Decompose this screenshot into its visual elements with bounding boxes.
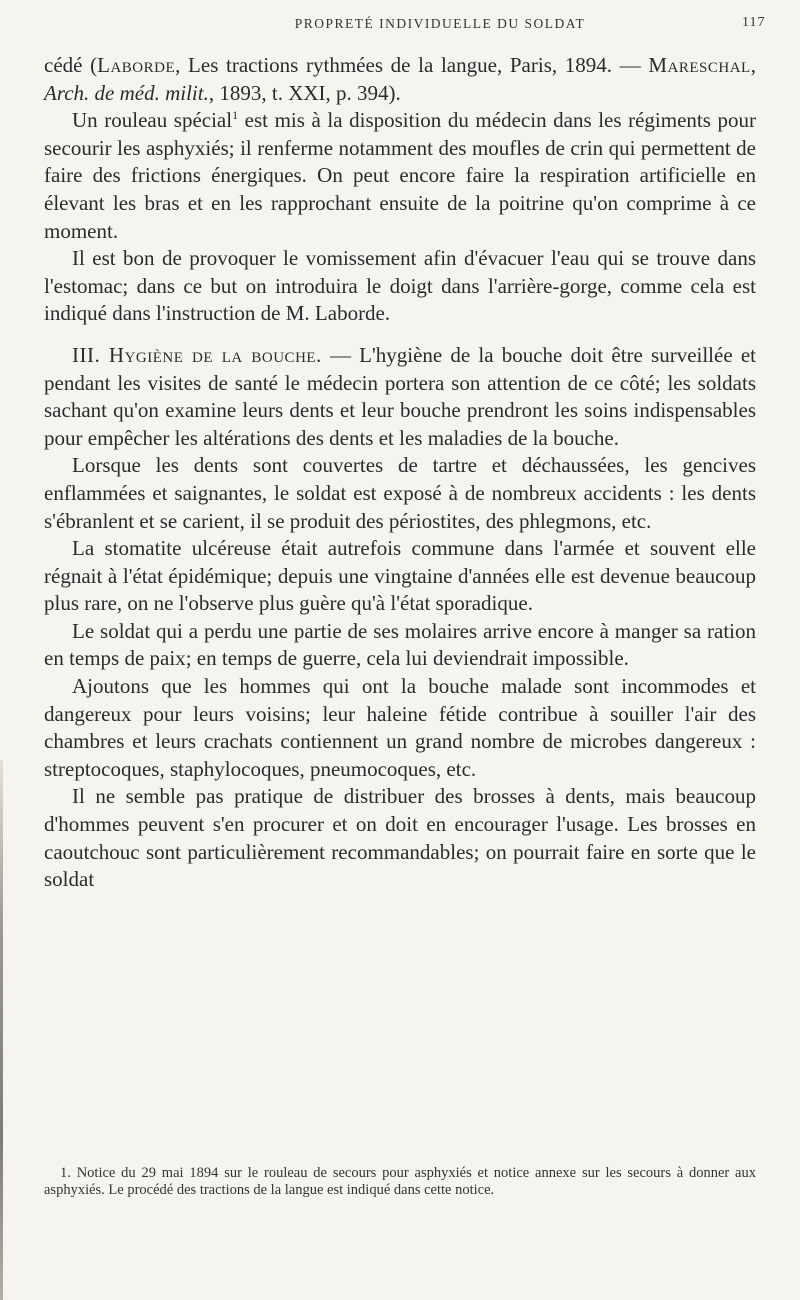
- footnote-text: 1. Notice du 29 mai 1894 sur le rouleau de secours pour asphyxiés et notice annexe sur les secours à donner aux asphyxiés. Le procédé des tractions de la langue est indiqué dans cette notice.: [44, 1165, 756, 1198]
- paragraph-microbes: Ajoutons que les hommes qui ont la bouche malade sont incommodes et dangereux pour leurs voisins; leur haleine fétide contribue à souiller l'air des chambres et leurs crachats contiennent un grand nombre de microbes dangereux : streptocoques, staphylocoques, pneumocoques, etc.: [44, 674, 756, 781]
- text-run: cédé (: [44, 53, 98, 77]
- text-run: , Les tractions rythmées de la langue, Paris, 1894. —: [175, 53, 649, 77]
- text-run: , 1893, t. XXI, p. 394).: [208, 80, 401, 105]
- journal-title: Arch. de méd. milit.: [44, 80, 209, 105]
- paragraph-rouleau: [44, 107, 756, 245]
- text-run: est mis à la disposition du médecin dans les régiments pour secourir les asphyxiés; il renferme notamment des moufles de crin qui permettent de faire des frictions énergiques. On peut encore faire la respiration artificielle en élevant les bras et en les rapprochant ensuite de la poitrine qu'on comprime à ce moment.: [44, 108, 756, 243]
- paragraph-tartre: Lorsque les dents sont couvertes de tartre et déchaussées, les gencives enflammées et saignantes, le soldat est exposé à de nombreux accidents : les dents s'ébranlent et se carient, il se produit des périostites, des phlegmons, etc.: [44, 453, 756, 533]
- paragraph-vomissement: Il est bon de provoquer le vomissement afin d'évacuer l'eau qui se trouve dans l'estomac; dans ce but on introduira le doigt dans l'arrière-gorge, comme cela est indiqué dans l'instruction de M. Laborde.: [44, 246, 756, 326]
- paragraph-brosses: Il ne semble pas pratique de distribuer des brosses à dents, mais beaucoup d'hommes peuvent s'en procurer et on doit en encourager l'usage. Les brosses en caoutchouc sont particulièrement recommandables; on pourrait faire en sorte que le soldat: [44, 784, 756, 892]
- author-name: Mareschal: [648, 53, 751, 77]
- text-run: ,: [750, 53, 756, 77]
- text-run: Un rouleau spécial: [72, 108, 233, 133]
- page-number: 117: [742, 15, 766, 30]
- paragraph-stomatite: La stomatite ulcéreuse était autrefois commune dans l'armée et souvent elle régnait à l'état épidémique; depuis une vingtaine d'années elle est devenue beaucoup plus rare, on ne l'observe plus guère qu'à l'état sporadique.: [44, 536, 756, 616]
- author-name: Laborde: [97, 53, 176, 77]
- footnote-reference: 1: [232, 108, 239, 123]
- text-run: — L'hygiène de la bouche doit être surveillée et pendant les visites de santé le médecin portera son attention de ce côté; les soldats sachant qu'on examine leurs dents et leur bouche prendront les soins indispensables pour empêcher les altérations des dents et les maladies de la bouche.: [44, 342, 756, 450]
- paragraph-hygiene-bouche: [44, 342, 756, 452]
- running-header: PROPRETÉ INDIVIDUELLE DU SOLDAT: [294, 16, 586, 31]
- body-text: [44, 52, 756, 894]
- footnote: [44, 1165, 756, 1199]
- paragraph-citation-continuation: [44, 52, 756, 107]
- paragraph-molaires: Le soldat qui a perdu une partie de ses molaires arrive encore à manger sa ration en temps de paix; en temps de guerre, cela lui deviendrait impossible.: [44, 618, 756, 671]
- page-edge-shadow: [0, 760, 3, 1300]
- section-heading: III. Hygiène de la bouche.: [72, 342, 322, 367]
